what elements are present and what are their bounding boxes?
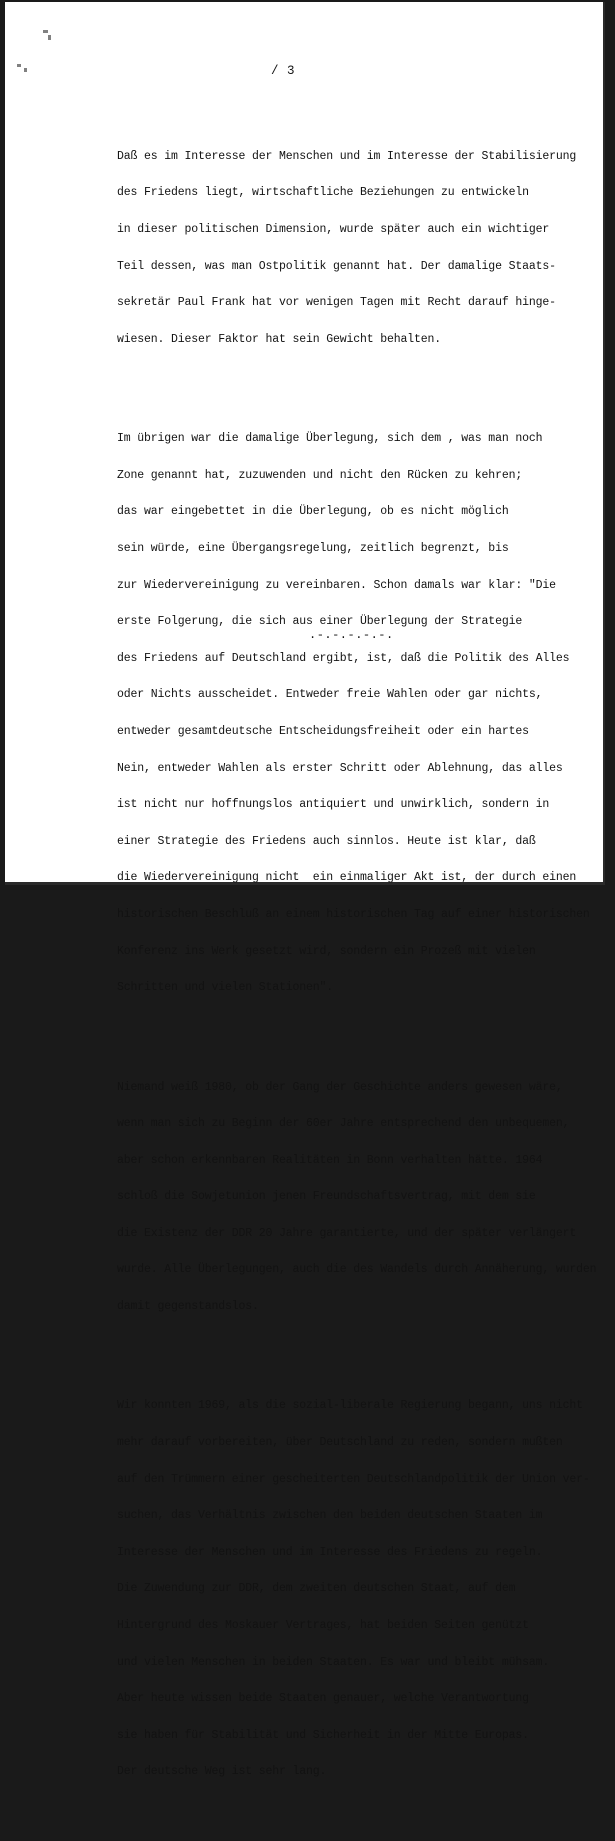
text-line: sie haben für Stabilität und Sicherheit in der Mitte Europas. <box>117 1728 529 1742</box>
document-page <box>5 2 605 1779</box>
text-line: in dieser politischen Dimension, wurde später auch ein wichtiger <box>117 223 550 236</box>
text-line: auf den Trümmern einer gescheiterten Deutschlandpolitik der Union ver- <box>117 1472 590 1486</box>
text-line: mehr darauf vorbereiten, über Deutschland zu reden, sondern mußten <box>117 1436 563 1450</box>
page-number: / 3 <box>271 64 296 78</box>
scan-mark <box>17 64 21 67</box>
paragraph <box>117 409 607 1019</box>
scan-mark <box>48 35 51 40</box>
text-line: die Existenz der DDR 20 Jahre garantierte, und der später verlängert <box>117 1226 577 1240</box>
text-line: Im übrigen war die damalige Überlegung, sich dem , was man noch <box>117 432 543 446</box>
paragraph <box>117 126 607 370</box>
text-line: das war eingebettet in die Überlegung, ob es nicht möglich <box>117 505 509 519</box>
text-line: Hintergrund des Moskauer Vertrages, hat beiden Seiten genützt <box>117 1619 529 1633</box>
text-line: des Friedens auf Deutschland ergibt, ist, daß die Politik des Alles <box>117 651 570 665</box>
text-line: Schritten und vielen Stationen". <box>117 981 334 995</box>
text-line: Teil dessen, was man Ostpolitik genannt hat. Der damalige Staats- <box>117 259 556 273</box>
text-line: wurde. Alle Überlegungen, auch die des Wandels durch Annäherung, wurden <box>117 1263 597 1277</box>
text-line: Aber heute wissen beide Staaten genauer, welche Verantwortung <box>117 1692 529 1706</box>
scan-mark <box>24 68 27 72</box>
paragraph <box>117 1057 607 1338</box>
text-line: und vielen Menschen in beiden Staaten. Es war und bleibt mühsam. <box>117 1655 550 1669</box>
text-line: einer Strategie des Friedens auch sinnlos. Heute ist klar, daß <box>117 834 536 848</box>
text-line: damit gegenstandslos. <box>117 1300 259 1314</box>
text-line: historischen Beschluß an einem historischen Tag auf einer historischen <box>117 907 590 921</box>
text-line: wiesen. Dieser Faktor hat sein Gewicht behalten. <box>117 332 442 346</box>
text-line: Der deutsche Weg ist sehr lang. <box>117 1765 327 1779</box>
text-line: Daß es im Interesse der Menschen und im Interesse der Stabilisierung <box>117 149 577 163</box>
text-line: schloß die Sowjetunion jenen Freundschaftsvertrag, mit dem sie <box>117 1190 536 1204</box>
text-line: Interesse der Menschen und im Interesse des Friedens zu regeln. <box>117 1545 543 1559</box>
text-line: Zone genannt hat, zuzuwenden und nicht den Rücken zu kehren; <box>117 468 523 482</box>
text-line: Niemand weiß 1980, ob der Gang der Geschichte anders gewesen wäre, <box>117 1080 563 1094</box>
text-line: erste Folgerung, die sich aus einer Überlegung der Strategie <box>117 615 523 629</box>
text-line: aber schon erkennbaren Realitäten in Bonn verhalten hätte. 1964 <box>117 1153 543 1167</box>
text-line: sekretär Paul Frank hat vor wenigen Tagen mit Recht darauf hinge- <box>117 296 556 310</box>
text-line: Wir konnten 1969, als die sozial-liberale Regierung begann, uns nicht <box>117 1399 583 1413</box>
text-line: die Wiedervereinigung nicht ein einmaliger Akt ist, der durch einen <box>117 871 577 885</box>
document-body <box>117 102 607 1841</box>
text-line: Die Zuwendung zur DDR, dem zweiten deutschen Staat, auf dem <box>117 1582 516 1596</box>
text-line: suchen, das Verhältnis zwischen den beiden deutschen Staaten im <box>117 1509 543 1523</box>
end-mark: .-.-.-.-.-. <box>309 628 394 642</box>
scan-mark <box>43 30 48 33</box>
text-line: wenn man sich zu Beginn der 60er Jahre entsprechend den unbequemen, <box>117 1117 570 1131</box>
text-line: Konferenz ins Werk gesetzt wird, sondern ein Prozeß mit vielen <box>117 944 536 958</box>
text-line: sein würde, eine Übergangsregelung, zeitlich begrenzt, bis <box>117 541 509 555</box>
text-line: oder Nichts ausscheidet. Entweder freie Wahlen oder gar nichts, <box>117 688 543 702</box>
paragraph <box>117 1376 607 1803</box>
text-line: des Friedens liegt, wirtschaftliche Beziehungen zu entwickeln <box>117 186 529 200</box>
text-line: zur Wiedervereinigung zu vereinbaren. Schon damals war klar: "Die <box>117 578 556 592</box>
text-line: ist nicht nur hoffnungslos antiquiert und unwirklich, sondern in <box>117 798 550 812</box>
text-line: entweder gesamtdeutsche Entscheidungsfreiheit oder ein hartes <box>117 724 529 738</box>
text-line: Nein, entweder Wahlen als erster Schritt oder Ablehnung, das alles <box>117 761 563 775</box>
